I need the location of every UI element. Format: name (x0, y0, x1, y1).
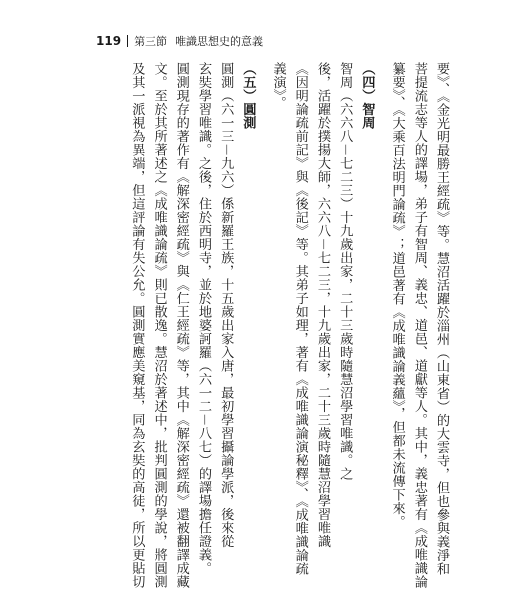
text-column: 圓測（六一三－九六）係新羅王族，十五歲出家入唐，最初學習攝論學派，後來從 (218, 62, 234, 548)
text-column: 菩提流志等人的譯場，弟子有智周、義忠、道邑、道獻等人。其中，義忠著有《成唯識論 (411, 62, 427, 589)
text-column: 智周（六六八－七二三）十九歲出家，二十三歲時隨慧沼學習唯識。之 (337, 62, 353, 481)
text-column: 要》、《金光明最勝王經疏》等。慧沼活躍於淄州（山東省）的大雲寺，但也參與義淨和 (434, 62, 449, 576)
text-column: 圓測現存的著作有《解深密經疏》與《仁王經疏》等，其中《解深密經疏》還被翻譯成藏 (173, 62, 189, 589)
text-column: 玄奘學習唯識。之後，住於西明寺，並於地婆訶羅（六一二－八七）的譯場擔任證義。 (195, 62, 211, 575)
running-header (96, 33, 263, 49)
paragraph-gap (258, 62, 266, 462)
text-column: 文。至於其所著述之《成唯識論疏》則已散逸。慧沼於著述中，批判圓測的學說，將圓測 (151, 62, 167, 589)
section-label: 第三節 (134, 35, 168, 48)
section-heading-zhizhou: （四）智周 (359, 62, 375, 130)
paragraph-gap (377, 62, 385, 462)
page-number: 119 (96, 34, 122, 48)
vertical-body-text (74, 62, 452, 589)
text-column: 纂要》、《大乘百法明門論疏》；道邑著有《成唯識論義蘊》，但都未流傳下來。 (389, 62, 405, 529)
text-column: 《因明論疏前記》與《後記》等。其弟子如理，著有《成唯識論演秘釋》、《成唯識論疏 (292, 62, 308, 576)
header-divider (127, 35, 128, 47)
text-column: 義演》。 (270, 62, 286, 110)
chapter-title: 唯識思想史的意義 (175, 35, 264, 48)
section-heading-yuance: （五）圓測 (240, 62, 256, 130)
text-column: 後，活躍於撲揚大師，六六八－七二三，十九歲出家，二十三歲時隨慧沼學習唯識 (314, 62, 330, 548)
text-column: 及其一派視為異端，但這評論有失公允。圓測實應美窺基，同為玄奘的高徒，所以更貼切 (129, 62, 145, 589)
